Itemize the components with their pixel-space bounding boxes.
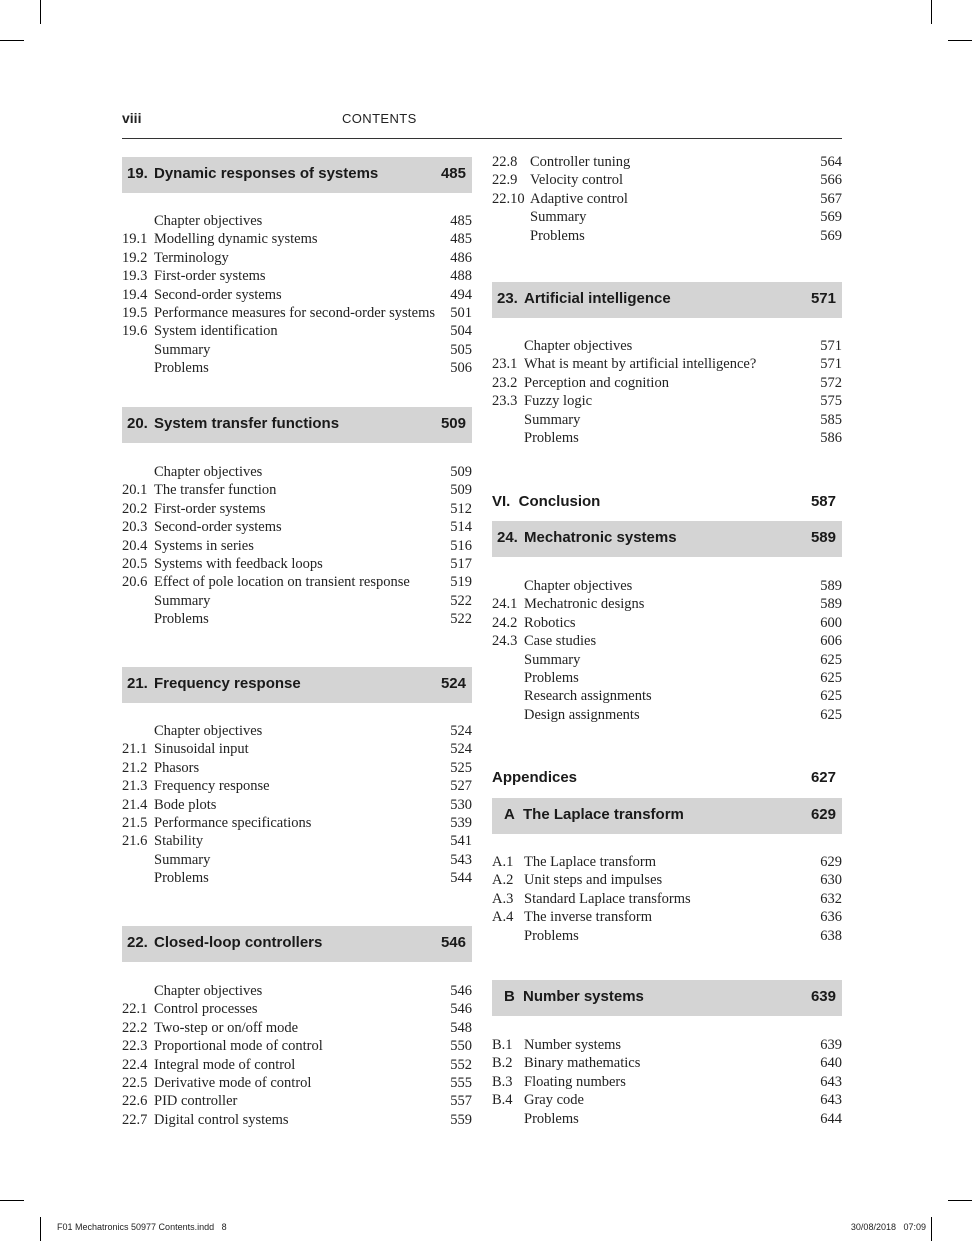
toc-entry[interactable] bbox=[122, 322, 472, 340]
entry-title: Systems with feedback loops bbox=[154, 555, 323, 572]
toc-entry[interactable] bbox=[492, 208, 842, 226]
entry-page: 606 bbox=[820, 633, 842, 650]
toc-entry[interactable] bbox=[122, 555, 472, 573]
entry-title: Summary bbox=[154, 851, 211, 868]
toc-entry[interactable] bbox=[122, 1000, 472, 1018]
entry-title: Summary bbox=[154, 592, 211, 609]
entry-page: 552 bbox=[450, 1056, 472, 1073]
entry-title: PID controller bbox=[154, 1093, 238, 1110]
appendix-letter: B bbox=[504, 988, 515, 1005]
toc-entry[interactable] bbox=[492, 1054, 842, 1072]
entry-number: 20.5 bbox=[122, 555, 148, 572]
entry-title: What is meant by artificial intelligence? bbox=[524, 356, 757, 373]
toc-entry[interactable] bbox=[122, 463, 472, 481]
entry-title: Problems bbox=[524, 669, 579, 686]
toc-entry-list bbox=[492, 577, 842, 724]
entry-title: The Laplace transform bbox=[524, 854, 657, 870]
entry-page: 571 bbox=[820, 356, 842, 373]
toc-entry[interactable] bbox=[492, 190, 842, 208]
chapter-title: System transfer functions bbox=[154, 415, 340, 432]
toc-entry[interactable] bbox=[122, 230, 472, 248]
chapter-heading[interactable] bbox=[122, 407, 472, 443]
entry-title: Adaptive control bbox=[530, 190, 628, 207]
entry-page: 625 bbox=[820, 706, 842, 723]
toc-entry[interactable] bbox=[492, 577, 842, 595]
entry-page: 630 bbox=[820, 872, 842, 889]
entry-number: 21.2 bbox=[122, 759, 148, 776]
entry-number: B.1 bbox=[492, 1037, 513, 1053]
entry-title: Mechatronic designs bbox=[524, 596, 645, 613]
appendix-title: Number systems bbox=[523, 988, 644, 1005]
appendix-page: 639 bbox=[810, 988, 836, 1005]
entry-title: Number systems bbox=[524, 1037, 622, 1053]
toc-entry[interactable] bbox=[492, 632, 842, 650]
entry-page: 485 bbox=[450, 213, 472, 229]
entry-number: 23.3 bbox=[492, 393, 518, 410]
entry-title: Summary bbox=[154, 341, 211, 358]
toc-entry[interactable] bbox=[492, 355, 842, 373]
toc-entry[interactable] bbox=[122, 573, 472, 591]
entry-page: 643 bbox=[820, 1092, 842, 1109]
chapter-page: 589 bbox=[810, 529, 836, 546]
entry-title: Summary bbox=[524, 411, 581, 428]
toc-entry-list bbox=[122, 722, 472, 888]
entry-number: 24.2 bbox=[492, 614, 518, 631]
crop-mark bbox=[0, 1200, 24, 1201]
toc-entry[interactable] bbox=[122, 1092, 472, 1110]
entry-page: 501 bbox=[450, 304, 472, 321]
toc-entry[interactable] bbox=[492, 927, 842, 945]
chapter-title: Closed-loop controllers bbox=[154, 934, 323, 951]
entry-title: Research assignments bbox=[524, 688, 652, 705]
entry-page: 625 bbox=[820, 669, 842, 686]
entry-number: 22.10 bbox=[492, 190, 525, 207]
entry-page: 638 bbox=[820, 927, 842, 944]
entry-page: 522 bbox=[450, 592, 472, 609]
entry-page: 566 bbox=[820, 172, 842, 189]
entry-page: 485 bbox=[450, 231, 472, 248]
entry-title: Sinusoidal input bbox=[154, 741, 249, 758]
toc-entry[interactable] bbox=[492, 1110, 842, 1128]
toc-entry[interactable] bbox=[122, 286, 472, 304]
entry-page: 548 bbox=[450, 1019, 472, 1036]
entry-page: 585 bbox=[820, 411, 842, 428]
entry-title: The inverse transform bbox=[524, 909, 653, 926]
entry-number: 23.2 bbox=[492, 374, 518, 391]
toc-entry-list bbox=[492, 337, 842, 447]
chapter-page: 571 bbox=[810, 290, 836, 307]
entry-title: Gray code bbox=[524, 1092, 584, 1109]
toc-entry[interactable] bbox=[122, 851, 472, 869]
entry-page: 629 bbox=[820, 854, 842, 870]
entry-page: 527 bbox=[450, 778, 472, 795]
toc-entry[interactable] bbox=[492, 227, 842, 245]
appendix-page: 629 bbox=[810, 806, 836, 823]
toc-entry[interactable] bbox=[492, 706, 842, 724]
entry-page: 525 bbox=[450, 759, 472, 776]
entry-page: 543 bbox=[450, 851, 472, 868]
page-number: viii bbox=[122, 110, 142, 126]
toc-entry[interactable] bbox=[492, 595, 842, 613]
entry-number: 24.3 bbox=[492, 633, 518, 650]
entry-title: Proportional mode of control bbox=[154, 1038, 323, 1055]
toc-entry[interactable] bbox=[122, 1056, 472, 1074]
toc-entry[interactable] bbox=[122, 212, 472, 230]
entry-number: 19.3 bbox=[122, 268, 148, 285]
entry-title: Problems bbox=[524, 927, 579, 944]
entry-page: 541 bbox=[450, 833, 472, 850]
entry-page: 512 bbox=[450, 500, 472, 517]
entry-page: 600 bbox=[820, 614, 842, 631]
entry-title: Terminology bbox=[154, 249, 229, 266]
chapter-title: Dynamic responses of systems bbox=[154, 165, 379, 182]
toc-entry-list bbox=[492, 853, 842, 945]
entry-page: 524 bbox=[450, 741, 472, 758]
toc-entry[interactable] bbox=[122, 592, 472, 610]
chapter-number: 20. bbox=[127, 415, 148, 432]
entry-title: Second-order systems bbox=[154, 519, 282, 536]
entry-number: 21.6 bbox=[122, 833, 148, 850]
toc-entry[interactable] bbox=[122, 249, 472, 267]
chapter-title: Frequency response bbox=[154, 675, 301, 692]
entry-title: Control processes bbox=[154, 1001, 258, 1018]
entry-number: A.1 bbox=[492, 854, 514, 870]
entry-title: Performance specifications bbox=[154, 814, 312, 831]
entry-page: 639 bbox=[820, 1037, 842, 1053]
entry-title: Modelling dynamic systems bbox=[154, 231, 318, 248]
entry-page: 564 bbox=[820, 154, 842, 170]
toc-entry[interactable] bbox=[122, 982, 472, 1000]
chapter-number: 19. bbox=[127, 165, 148, 182]
entry-page: 640 bbox=[820, 1055, 842, 1072]
entry-number: 21.1 bbox=[122, 741, 148, 758]
entry-page: 505 bbox=[450, 341, 472, 358]
toc-entry[interactable] bbox=[122, 832, 472, 850]
toc-entry[interactable] bbox=[122, 1019, 472, 1037]
chapter-number: 22. bbox=[127, 934, 148, 951]
appendix-title: The Laplace transform bbox=[523, 806, 684, 823]
entry-page: 567 bbox=[820, 190, 842, 207]
crop-mark bbox=[948, 40, 972, 41]
entry-title: Two-step or on/off mode bbox=[154, 1019, 299, 1036]
part-page: 587 bbox=[810, 493, 836, 510]
entry-page: 550 bbox=[450, 1038, 472, 1055]
entry-title: Fuzzy logic bbox=[524, 393, 593, 410]
entry-title: Problems bbox=[154, 611, 209, 628]
entry-page: 519 bbox=[450, 574, 472, 591]
entry-number: 20.3 bbox=[122, 519, 148, 536]
entry-number: 21.4 bbox=[122, 796, 148, 813]
entry-page: 494 bbox=[450, 286, 472, 303]
toc-entry[interactable] bbox=[122, 1074, 472, 1092]
toc-entry[interactable] bbox=[492, 687, 842, 705]
entry-page: 517 bbox=[450, 555, 472, 572]
entry-title: Chapter objectives bbox=[154, 983, 263, 999]
entry-title: Digital control systems bbox=[154, 1111, 289, 1128]
entry-title: Robotics bbox=[524, 614, 576, 631]
entry-page: 509 bbox=[450, 464, 472, 480]
entry-number: 21.3 bbox=[122, 778, 148, 795]
entry-number: 20.1 bbox=[122, 482, 148, 499]
toc-entry[interactable] bbox=[492, 392, 842, 410]
appendices-title: Appendices bbox=[492, 769, 578, 786]
chapter-page: 546 bbox=[440, 934, 466, 951]
toc-entry[interactable] bbox=[122, 759, 472, 777]
toc-entry[interactable] bbox=[122, 518, 472, 536]
toc-entry[interactable] bbox=[122, 869, 472, 887]
entry-page: 516 bbox=[450, 537, 472, 554]
toc-entry-list bbox=[492, 1036, 842, 1128]
toc-entry-list bbox=[122, 212, 472, 378]
toc-entry-list bbox=[122, 982, 472, 1129]
toc-entry[interactable] bbox=[122, 740, 472, 758]
entry-page: 539 bbox=[450, 814, 472, 831]
entry-title: Systems in series bbox=[154, 537, 254, 554]
entry-title: Integral mode of control bbox=[154, 1056, 296, 1073]
entry-number: 23.1 bbox=[492, 356, 518, 373]
appendix-letter: A bbox=[504, 806, 515, 823]
entry-number: 22.2 bbox=[122, 1019, 148, 1036]
entry-title: Design assignments bbox=[524, 706, 640, 723]
appendices-heading[interactable] bbox=[492, 769, 842, 791]
entry-page: 571 bbox=[820, 338, 842, 354]
entry-page: 530 bbox=[450, 796, 472, 813]
entry-page: 569 bbox=[820, 209, 842, 226]
toc-entry-list bbox=[492, 153, 842, 245]
entry-page: 557 bbox=[450, 1093, 472, 1110]
entry-number: 19.2 bbox=[122, 249, 148, 266]
entry-number: 22.8 bbox=[492, 154, 518, 170]
entry-title: Case studies bbox=[524, 633, 597, 650]
crop-mark bbox=[931, 0, 932, 24]
toc-entry[interactable] bbox=[492, 153, 842, 171]
entry-title: Chapter objectives bbox=[524, 578, 633, 594]
entry-page: 559 bbox=[450, 1111, 472, 1128]
entry-page: 509 bbox=[450, 482, 472, 499]
toc-entry[interactable] bbox=[492, 871, 842, 889]
toc-entry[interactable] bbox=[122, 722, 472, 740]
toc-entry[interactable] bbox=[492, 908, 842, 926]
entry-title: Chapter objectives bbox=[154, 464, 263, 480]
entry-number: A.2 bbox=[492, 872, 514, 889]
entry-page: 555 bbox=[450, 1074, 472, 1091]
entry-number: 24.1 bbox=[492, 596, 518, 613]
entry-number: 22.4 bbox=[122, 1056, 148, 1073]
entry-number: 19.5 bbox=[122, 304, 148, 321]
entry-title: Unit steps and impulses bbox=[524, 872, 663, 889]
chapter-page: 485 bbox=[440, 165, 466, 182]
toc-entry[interactable] bbox=[492, 651, 842, 669]
entry-title: Stability bbox=[154, 833, 204, 850]
toc-entry[interactable] bbox=[492, 614, 842, 632]
entry-number: 22.3 bbox=[122, 1038, 148, 1055]
entry-title: Frequency response bbox=[154, 778, 270, 795]
crop-mark bbox=[0, 40, 24, 41]
chapter-number: 24. bbox=[497, 529, 518, 546]
toc-entry[interactable] bbox=[492, 374, 842, 392]
entry-page: 514 bbox=[450, 519, 472, 536]
footer-file-info: F01 Mechatronics 50977 Contents.indd 8 bbox=[57, 1222, 227, 1232]
toc-entry[interactable] bbox=[492, 890, 842, 908]
entry-number: 22.9 bbox=[492, 172, 518, 189]
entry-page: 569 bbox=[820, 227, 842, 244]
header-rule bbox=[122, 138, 842, 139]
toc-entry[interactable] bbox=[122, 359, 472, 377]
entry-number: 20.2 bbox=[122, 500, 148, 517]
entry-page: 589 bbox=[820, 596, 842, 613]
chapter-page: 524 bbox=[440, 675, 466, 692]
entry-title: Velocity control bbox=[530, 172, 624, 189]
entry-page: 572 bbox=[820, 374, 842, 391]
entry-page: 504 bbox=[450, 323, 472, 340]
entry-title: Summary bbox=[530, 209, 587, 226]
entry-page: 589 bbox=[820, 578, 842, 594]
entry-page: 625 bbox=[820, 651, 842, 668]
entry-number: 22.5 bbox=[122, 1074, 148, 1091]
entry-page: 524 bbox=[450, 723, 472, 739]
toc-entry[interactable] bbox=[492, 1036, 842, 1054]
toc-entry[interactable] bbox=[122, 1111, 472, 1129]
chapter-heading[interactable] bbox=[122, 926, 472, 962]
entry-title: Perception and cognition bbox=[524, 374, 669, 391]
entry-page: 546 bbox=[450, 1001, 472, 1018]
entry-page: 546 bbox=[450, 983, 472, 999]
toc-entry[interactable] bbox=[492, 337, 842, 355]
entry-title: Performance measures for second-order systems bbox=[154, 304, 436, 321]
chapter-heading[interactable] bbox=[122, 667, 472, 703]
entry-page: 486 bbox=[450, 249, 472, 266]
entry-title: Phasors bbox=[154, 759, 200, 776]
entry-number: 22.6 bbox=[122, 1093, 148, 1110]
chapter-number: 23. bbox=[497, 290, 518, 307]
entry-number: 20.6 bbox=[122, 574, 148, 591]
entry-number: 21.5 bbox=[122, 814, 148, 831]
entry-title: Summary bbox=[524, 651, 581, 668]
toc-entry[interactable] bbox=[122, 481, 472, 499]
entry-number: 22.1 bbox=[122, 1001, 148, 1018]
entry-title: Chapter objectives bbox=[524, 338, 633, 354]
toc-entry[interactable] bbox=[492, 669, 842, 687]
entry-page: 632 bbox=[820, 890, 842, 907]
toc-entry[interactable] bbox=[492, 853, 842, 871]
chapter-number: 21. bbox=[127, 675, 148, 692]
entry-title: Problems bbox=[524, 429, 579, 446]
part-title: VI. Conclusion bbox=[492, 493, 601, 510]
entry-page: 644 bbox=[820, 1110, 842, 1127]
crop-mark bbox=[40, 0, 41, 24]
chapter-heading[interactable] bbox=[122, 157, 472, 193]
entry-title: Binary mathematics bbox=[524, 1055, 641, 1072]
appendix-heading[interactable] bbox=[492, 798, 842, 834]
entry-page: 522 bbox=[450, 611, 472, 628]
toc-entry[interactable] bbox=[492, 411, 842, 429]
toc-entry[interactable] bbox=[492, 1073, 842, 1091]
toc-entry[interactable] bbox=[122, 610, 472, 628]
entry-title: Floating numbers bbox=[524, 1073, 626, 1090]
chapter-heading[interactable] bbox=[492, 521, 842, 557]
chapter-title: Mechatronic systems bbox=[524, 529, 677, 546]
entry-number: B.3 bbox=[492, 1073, 513, 1090]
toc-entry-list bbox=[122, 463, 472, 629]
part-heading[interactable] bbox=[492, 493, 842, 515]
toc-entry[interactable] bbox=[492, 429, 842, 447]
entry-title: Derivative mode of control bbox=[154, 1074, 312, 1091]
entry-page: 586 bbox=[820, 429, 842, 446]
entry-page: 636 bbox=[820, 909, 842, 926]
entry-title: First-order systems bbox=[154, 268, 266, 285]
entry-title: System identification bbox=[154, 323, 278, 340]
entry-number: 19.1 bbox=[122, 231, 148, 248]
toc-entry[interactable] bbox=[122, 500, 472, 518]
toc-entry[interactable] bbox=[492, 171, 842, 189]
entry-page: 506 bbox=[450, 360, 472, 377]
entry-page: 544 bbox=[450, 870, 472, 887]
toc-entry[interactable] bbox=[122, 537, 472, 555]
crop-mark bbox=[40, 1217, 41, 1241]
toc-entry[interactable] bbox=[122, 777, 472, 795]
entry-number: A.4 bbox=[492, 909, 514, 926]
entry-title: Problems bbox=[154, 360, 209, 377]
footer-timestamp: 30/08/2018 07:09 bbox=[850, 1222, 926, 1232]
toc-entry[interactable] bbox=[122, 814, 472, 832]
entry-number: 22.7 bbox=[122, 1111, 148, 1128]
entry-title: First-order systems bbox=[154, 500, 266, 517]
chapter-heading[interactable] bbox=[492, 282, 842, 318]
entry-title: Problems bbox=[530, 227, 585, 244]
entry-title: Chapter objectives bbox=[154, 213, 263, 229]
entry-page: 625 bbox=[820, 688, 842, 705]
entry-title: Controller tuning bbox=[530, 154, 631, 170]
toc-entry[interactable] bbox=[122, 796, 472, 814]
entry-page: 643 bbox=[820, 1073, 842, 1090]
appendix-heading[interactable] bbox=[492, 980, 842, 1016]
toc-entry[interactable] bbox=[122, 304, 472, 322]
toc-entry[interactable] bbox=[492, 1091, 842, 1109]
toc-entry[interactable] bbox=[122, 341, 472, 359]
entry-title: Standard Laplace transforms bbox=[524, 890, 691, 907]
entry-title: Second-order systems bbox=[154, 286, 282, 303]
entry-title: Problems bbox=[154, 870, 209, 887]
entry-page: 575 bbox=[820, 393, 842, 410]
crop-mark bbox=[931, 1217, 932, 1241]
entry-number: 20.4 bbox=[122, 537, 148, 554]
entry-title: Chapter objectives bbox=[154, 723, 263, 739]
toc-entry[interactable] bbox=[122, 1037, 472, 1055]
entry-page: 488 bbox=[450, 268, 472, 285]
entry-number: B.4 bbox=[492, 1092, 513, 1109]
entry-title: The transfer function bbox=[154, 482, 277, 499]
crop-mark bbox=[948, 1200, 972, 1201]
entry-title: Effect of pole location on transient response bbox=[154, 574, 410, 591]
entry-title: Bode plots bbox=[154, 796, 217, 813]
running-title: CONTENTS bbox=[342, 111, 417, 126]
appendices-page: 627 bbox=[810, 769, 836, 786]
toc-entry[interactable] bbox=[122, 267, 472, 285]
chapter-page: 509 bbox=[440, 415, 466, 432]
entry-number: 19.4 bbox=[122, 286, 148, 303]
entry-number: B.2 bbox=[492, 1055, 513, 1072]
entry-number: A.3 bbox=[492, 890, 514, 907]
chapter-title: Artificial intelligence bbox=[524, 290, 671, 307]
entry-number: 19.6 bbox=[122, 323, 148, 340]
entry-title: Problems bbox=[524, 1110, 579, 1127]
